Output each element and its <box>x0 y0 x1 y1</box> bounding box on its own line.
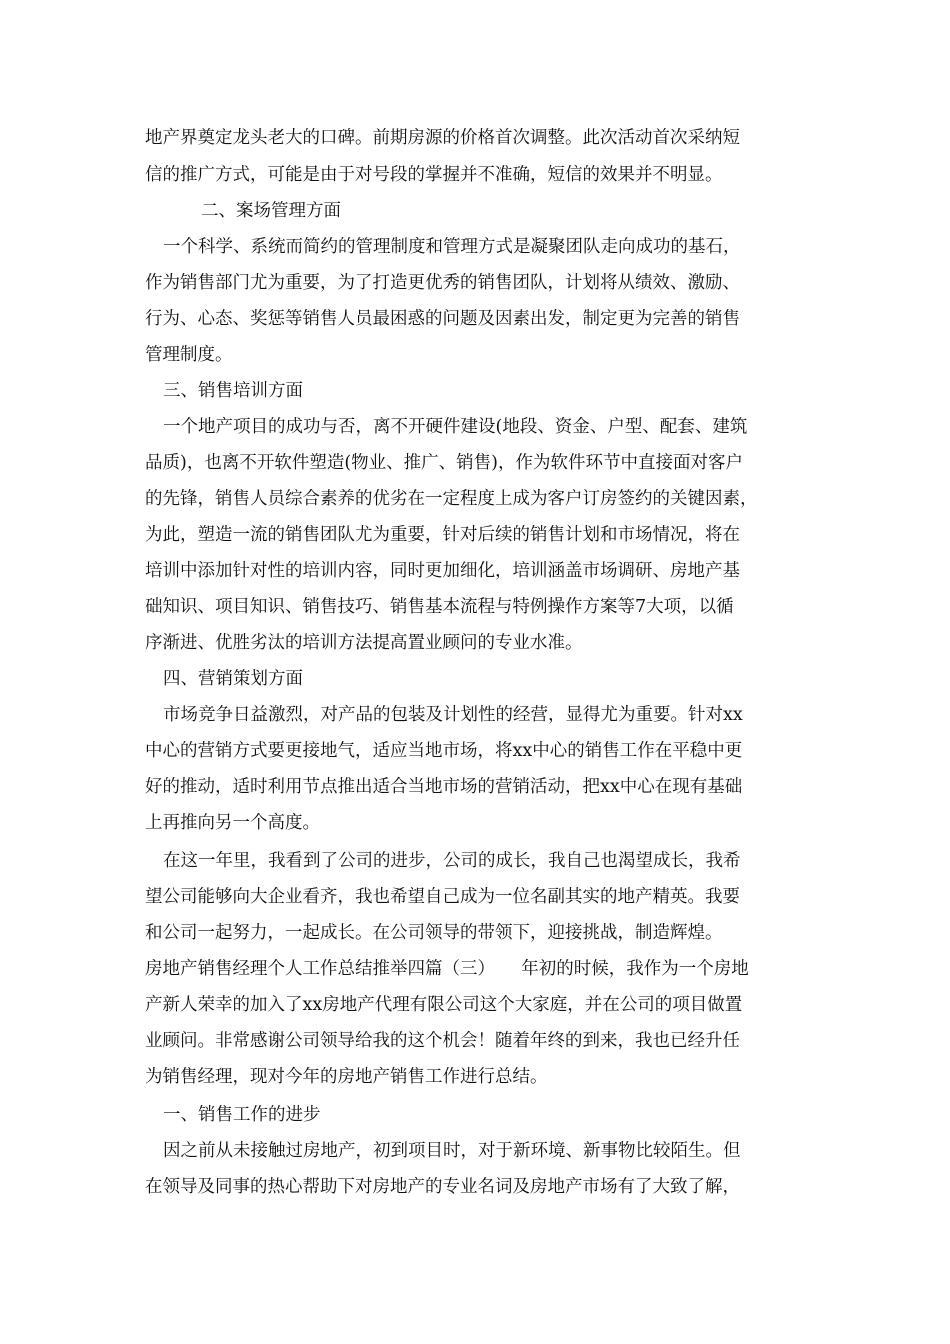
paragraph-line: 管理制度。 <box>145 345 233 365</box>
paragraph-line: 序渐进、优胜劣汰的培训方法提高置业顾问的专业水准。 <box>145 633 583 653</box>
paragraph-line: 一个科学、系统而简约的管理制度和管理方式是凝聚团队走向成功的基石， <box>163 237 741 257</box>
paragraph-line: 上再推向另一个高度。 <box>145 813 320 833</box>
section-heading: 一、销售工作的进步 <box>163 1105 321 1125</box>
paragraph-line: 信的推广方式，可能是由于对号段的掌握并不准确，短信的效果并不明显。 <box>145 165 723 185</box>
paragraph-line: 为此，塑造一流的销售团队尤为重要，针对后续的销售计划和市场情况，将在 <box>145 525 740 545</box>
paragraph-line: 在领导及同事的热心帮助下对房地产的专业名词及房地产市场有了大致了解， <box>145 1177 740 1197</box>
article-title-line: 房地产销售经理个人工作总结推举四篇（三） 年初的时候，我作为一个房地 <box>145 959 749 979</box>
paragraph-line: 好的推动，适时利用节点推出适合当地市场的营销活动，把xx中心在现有基础 <box>145 777 743 797</box>
paragraph-line: 培训中添加针对性的培训内容，同时更加细化，培训涵盖市场调研、房地产基 <box>145 561 740 581</box>
paragraph-line: 品质)，也离不开软件塑造(物业、推广、销售)，作为软件环节中直接面对客户 <box>145 453 743 473</box>
paragraph-line: 地产界奠定龙头老大的口碑。前期房源的价格首次调整。此次活动首次采纳短 <box>145 128 740 148</box>
paragraph-line: 业顾问。非常感谢公司领导给我的这个机会！随着年终的到来，我也已经升任 <box>145 1031 740 1051</box>
paragraph-line: 的先锋，销售人员综合素养的优劣在一定程度上成为客户订房签约的关键因素， <box>145 489 758 509</box>
paragraph-line: 市场竞争日益激烈，对产品的包装及计划性的经营，显得尤为重要。针对xx <box>163 705 743 725</box>
paragraph-line: 产新人荣幸的加入了xx房地产代理有限公司这个大家庭，并在公司的项目做置 <box>145 995 743 1015</box>
paragraph-line: 一个地产项目的成功与否，离不开硬件建设(地段、资金、户型、配套、建筑 <box>163 417 748 437</box>
paragraph-line: 为销售经理，现对今年的房地产销售工作进行总结。 <box>145 1067 548 1087</box>
paragraph-line: 和公司一起努力，一起成长。在公司领导的带领下，迎接挑战，制造辉煌。 <box>145 923 723 943</box>
paragraph-line: 因之前从未接触过房地产，初到项目时，对于新环境、新事物比较陌生。但 <box>163 1141 741 1161</box>
section-heading: 二、案场管理方面 <box>201 201 341 221</box>
paragraph-line: 行为、心态、奖惩等销售人员最困惑的问题及因素出发，制定更为完善的销售 <box>145 309 740 329</box>
paragraph-line: 中心的营销方式要更接地气，适应当地市场，将xx中心的销售工作在平稳中更 <box>145 741 743 761</box>
paragraph-line: 望公司能够向大企业看齐，我也希望自己成为一位名副其实的地产精英。我要 <box>145 887 740 907</box>
section-heading: 三、销售培训方面 <box>163 381 303 401</box>
paragraph-line: 础知识、项目知识、销售技巧、销售基本流程与特例操作方案等7大项，以循 <box>145 597 734 617</box>
section-heading: 四、营销策划方面 <box>163 669 303 689</box>
paragraph-line: 作为销售部门尤为重要，为了打造更优秀的销售团队，计划将从绩效、激励、 <box>145 273 740 293</box>
paragraph-line: 在这一年里，我看到了公司的进步，公司的成长，我自己也渴望成长，我希 <box>163 851 741 871</box>
